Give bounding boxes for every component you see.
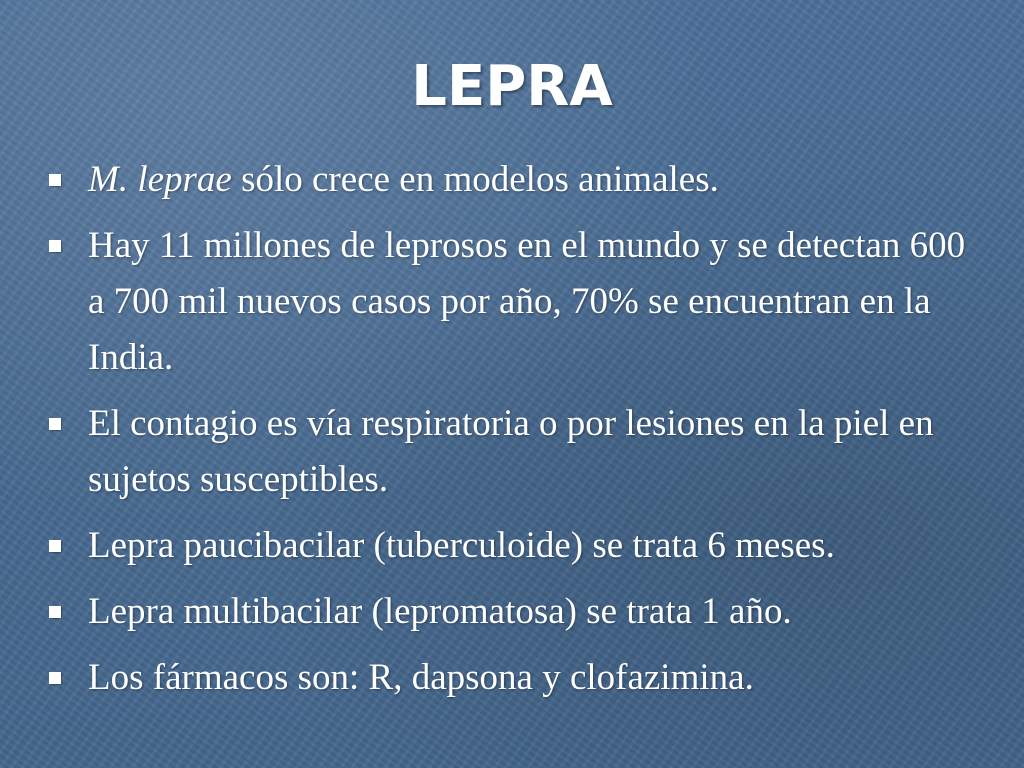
bullet-text: Hay 11 millones de leprosos en el mundo y se detectan 600 a 700 mil nuevos casos por año, 70% se encuentran en la India. [88,225,966,378]
square-bullet-icon [49,240,61,252]
bullet-item [48,218,978,386]
square-bullet-icon [49,418,61,430]
square-bullet-icon [49,672,61,684]
square-bullet-icon [49,606,61,618]
bullet-italic-text: M. leprae [88,159,232,200]
bullet-item [48,518,978,574]
bullet-text: sólo crece en modelos animales. [231,159,719,200]
slide-title: LEPRA [411,54,613,119]
bullet-item [48,650,978,706]
bullet-item [48,396,978,508]
bullet-list [48,152,978,716]
square-bullet-icon [49,540,61,552]
bullet-text: El contagio es vía respiratoria o por lesiones en la piel en sujetos susceptibles. [88,403,934,500]
bullet-text: Lepra multibacilar (lepromatosa) se trata 1 año. [88,591,792,632]
bullet-item [48,584,978,640]
bullet-item [48,152,978,208]
square-bullet-icon [49,174,61,186]
bullet-text: Lepra paucibacilar (tuberculoide) se trata 6 meses. [88,525,835,566]
bullet-text: Los fármacos son: R, dapsona y clofazimina. [88,657,754,698]
